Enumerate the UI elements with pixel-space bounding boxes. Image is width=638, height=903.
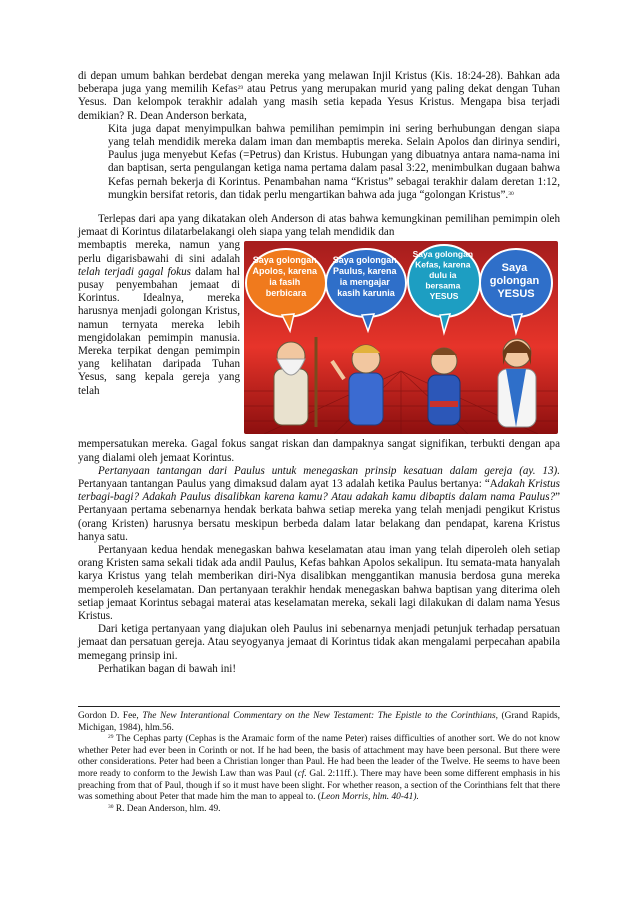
footnote-30: $^{30}$ R. Dean Anderson, hlm. 49. xyxy=(108,803,221,814)
text-with-figure xyxy=(78,239,560,438)
paragraph-3: Pertanyaan tantangan dari Paulus untuk menegaskan prinsip kesatuan dalam gereja (ay. 13). Pertanyaan tantangan Paulus yang dimaksud dalam ayat 13 adalah ketika Paulus bertanya: “Adakah Kristus terbagi-bagi? Adakah Paulus disalibkan karena kamu? Atau adakah kamu dibaptis dalam nama Paulus?” Pertanyaan pertama sebenarnya hendak berkata bahwa setiap mereka yang telah menjadi pengikut Kristus (orang Kristen) harusnya bersatu meskipun berbeda dalam latar belakang dan pendapat, karena Kristus hanya satu. xyxy=(78,464,560,543)
paragraph-1: di depan umum bahkan berdebat dengan mereka yang melawan Injil Kristus (Kis. 18:24-28). Bahkan ada beberapa juga yang memilih Kefas$^{29}$ atau Petrus yang merupakan murid yang paling dekat dengan Tuhan Yesus. Dan kelompok terakhir adalah yang masih setia kepada Yesus Kristus. Mengapa bisa terjadi demikian? R. Dean Anderson berkata, xyxy=(78,70,560,122)
paragraph-2-top: Terlepas dari apa yang dikatakan oleh Anderson di atas bahwa kemungkinan pemilihan pemimpin oleh jemaat di Korintus dilatarbelakangi oleh siapa yang telah mendidik dan xyxy=(78,213,560,239)
paragraph-6: Perhatikan bagan di bawah ini! xyxy=(98,662,237,675)
paragraph-2-bottom: mempersatukan mereka. Gagal fokus sangat riskan dan dampaknya sangat signifikan, terbukti dengan apa yang dialami oleh jemaat Korintus. xyxy=(78,438,560,464)
kefas-figure xyxy=(428,348,460,425)
block-quote: Kita juga dapat menyimpulkan bahwa pemilihan pemimpin ini sering berhubungan dengan siapa yang telah mendidik mereka dalam iman dan membaptis mereka. Selain Apolos dan dirinya sendiri, Paulus juga menyebut Kefas (=Petrus) dan Kristus. Hubungan yang dibuatnya antara nama-nama ini dan baptisan, serta pengulangan ketiga nama pertama dalam pasal 3:22, menimbulkan dugaan bahwa Kefas pernah bekerja di Korintus. Penambahan nama “Kristus” sebagai terakhir dalam deretan 1:12, mungkin bersifat retoris, dan tidak perlu mengartikan bahwa ada juga “golongan Kristus”.$^{30}$ xyxy=(108,122,560,201)
illustration-golongan xyxy=(244,241,558,434)
illustration-svg xyxy=(244,241,558,434)
footnotes xyxy=(78,706,560,815)
footnote-28: Gordon D. Fee, The New Interantional Commentary on the New Testament: The Epistle to the Corinthians, (Grand Rapids, Michigan, 1984), hlm.56. xyxy=(78,711,561,733)
paragraph-2-wrapped: membaptis mereka, namun yang perlu digarisbawahi di sini adalah telah terjadi gagal fokus dalam hal pusay penyembahan jemaat di Korintus. Idealnya, mereka harusnya menjadi golongan Kristus, namun ternyata mereka lebih mengidolakan pemimpin manusia. Mereka terpikat dengan pemimpin yang kelihatan daripada Tuhan Yesus, sang kepala gereja yang telah xyxy=(78,239,240,397)
paragraph-5: Dari ketiga pertanyaan yang diajukan oleh Paulus ini sebenarnya menjadi petunjuk terhadap persatuan jemaat dan persatuan gereja. Atau seyogyanya jemaat di Korintus tidak akan mengalami perpecahan apabila memegang prinsip ini. xyxy=(78,623,560,662)
bubble-kefas-text: Saya golongan Kefas, karena dulu ia bersama YESUS xyxy=(412,249,474,302)
bubble-paulus-text: Saya golongan Paulus, karena ia mengajar kasih karunia xyxy=(332,255,397,299)
paragraph-4: Pertanyaan kedua hendak menegaskan bahwa keselamatan atau iman yang telah diperoleh oleh setiap orang Kristen sama sekali tidak ada andil Paulus, Kefas bahkan Apolos sekalipun. Itu semata-mata hanyalah karya Kristus yang telah memberikan diri-Nya disalibkan menggantikan manusia berdosa guna mereka memperoleh keselamatan. Dan pertanyaan terakhir hendak menegaskan bahwa baptisan yang diterima oleh setiap jemaat Korintus sebagai materai atas keselamatan mereka, sekali lagi dilakukan di dalam nama Yesus Kristus. xyxy=(78,544,560,623)
bubble-yesus-text: Saya golongan YESUS xyxy=(489,262,540,301)
yesus-figure xyxy=(498,339,536,427)
bubble-apolos-text: Saya golongan Apolos, karena ia fasih berbicara xyxy=(252,255,318,299)
footnote-29: $^{29}$ The Cephas party (Cephas is the Aramaic form of the name Peter) raises difficulties of another sort. We do not know whether Peter had ever been in Corinth or not. If he had been, the basis of attachment may have been personal. But there were other considerations. Peter had been a Christian longer than Paul. He had been the leader of the Twelve. He seems to have been more ready to conform to the Jewish Law than was Paul (cf. Gal. 2:11ff.). There may have been some different emphasis in his preaching from that of Paul, though if so it must have been slight. For whether reason, a section of the Corinthians felt that there was something about Peter that made him the man to appeal to. (Leon Morris, hlm. 40-41). xyxy=(78,734,560,803)
